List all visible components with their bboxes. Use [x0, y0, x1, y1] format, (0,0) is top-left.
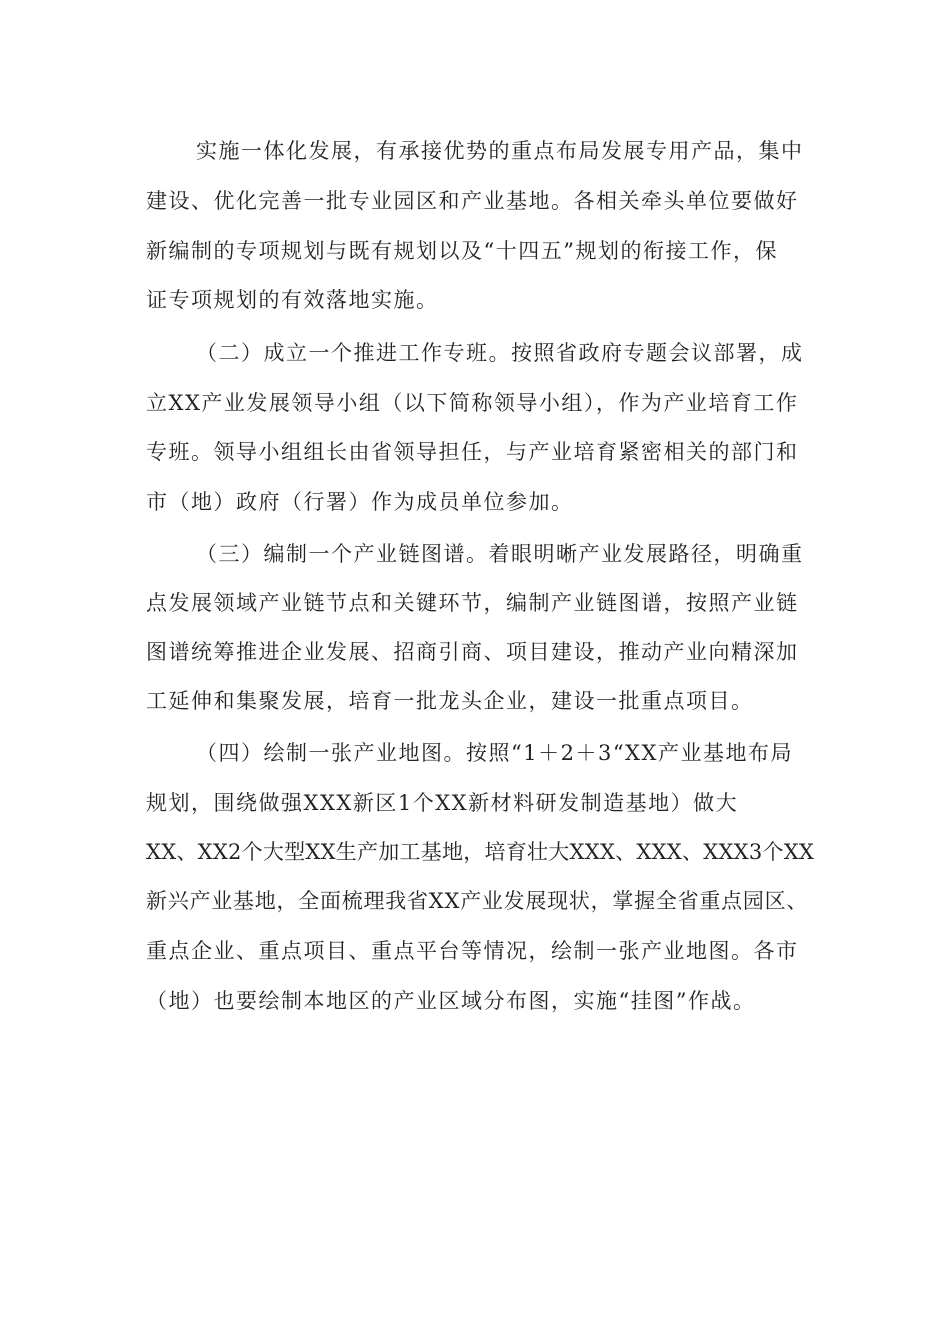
paragraph-2-line-3: 专班。领导小组组长由省领导担任，与产业培育紧密相关的部门和	[146, 440, 799, 464]
paragraph-1-line-1: 实施一体化发展，有承接优势的重点布局发展专用产品，集中	[196, 139, 804, 163]
paragraph-3-line-2: 点发展领域产业链节点和关键环节，编制产业链图谱，按照产业链	[146, 591, 799, 615]
paragraph-4-line-5: 重点企业、重点项目、重点平台等情况，绘制一张产业地图。各市	[146, 939, 799, 963]
paragraph-4-line-2: 规划，围绕做强XXX新区1个XX新材料研发制造基地）做大	[146, 791, 739, 815]
paragraph-4-line-1: （四）绘制一张产业地图。按照“1＋2＋3“XX产业基地布局	[196, 741, 793, 765]
paragraph-2-line-2: 立XX产业发展领导小组（以下简称领导小组），作为产业培育工作	[146, 391, 799, 415]
paragraph-2-line-4: 市（地）政府（行署）作为成员单位参加。	[146, 490, 574, 514]
paragraph-3-line-3: 图谱统筹推进企业发展、招商引商、项目建设，推动产业向精深加	[146, 640, 799, 664]
paragraph-1-line-3: 新编制的专项规划与既有规划以及“十四五”规划的衔接工作，保	[146, 239, 778, 263]
paragraph-4-line-6: （地）也要绘制本地区的产业区域分布图，实施“挂图”作战。	[146, 989, 756, 1013]
paragraph-3-line-1: （三）编制一个产业链图谱。着眼明晰产业发展路径，明确重	[196, 542, 804, 566]
paragraph-1-line-4: 证专项规划的有效落地实施。	[146, 288, 439, 312]
paragraph-3-line-4: 工延伸和集聚发展，培育一批龙头企业，建设一批重点项目。	[146, 689, 754, 713]
paragraph-4-line-4: 新兴产业基地，全面梳理我省XX产业发展现状，掌握全省重点园区、	[146, 889, 809, 913]
paragraph-4-line-3: XX、XX2个大型XX生产加工基地，培育壮大XXX、XXX、XXX3个XX	[146, 840, 815, 864]
paragraph-2-line-1: （二）成立一个推进工作专班。按照省政府专题会议部署，成	[196, 341, 804, 365]
paragraph-1-line-2: 建设、优化完善一批专业园区和产业基地。各相关牵头单位要做好	[146, 189, 799, 213]
